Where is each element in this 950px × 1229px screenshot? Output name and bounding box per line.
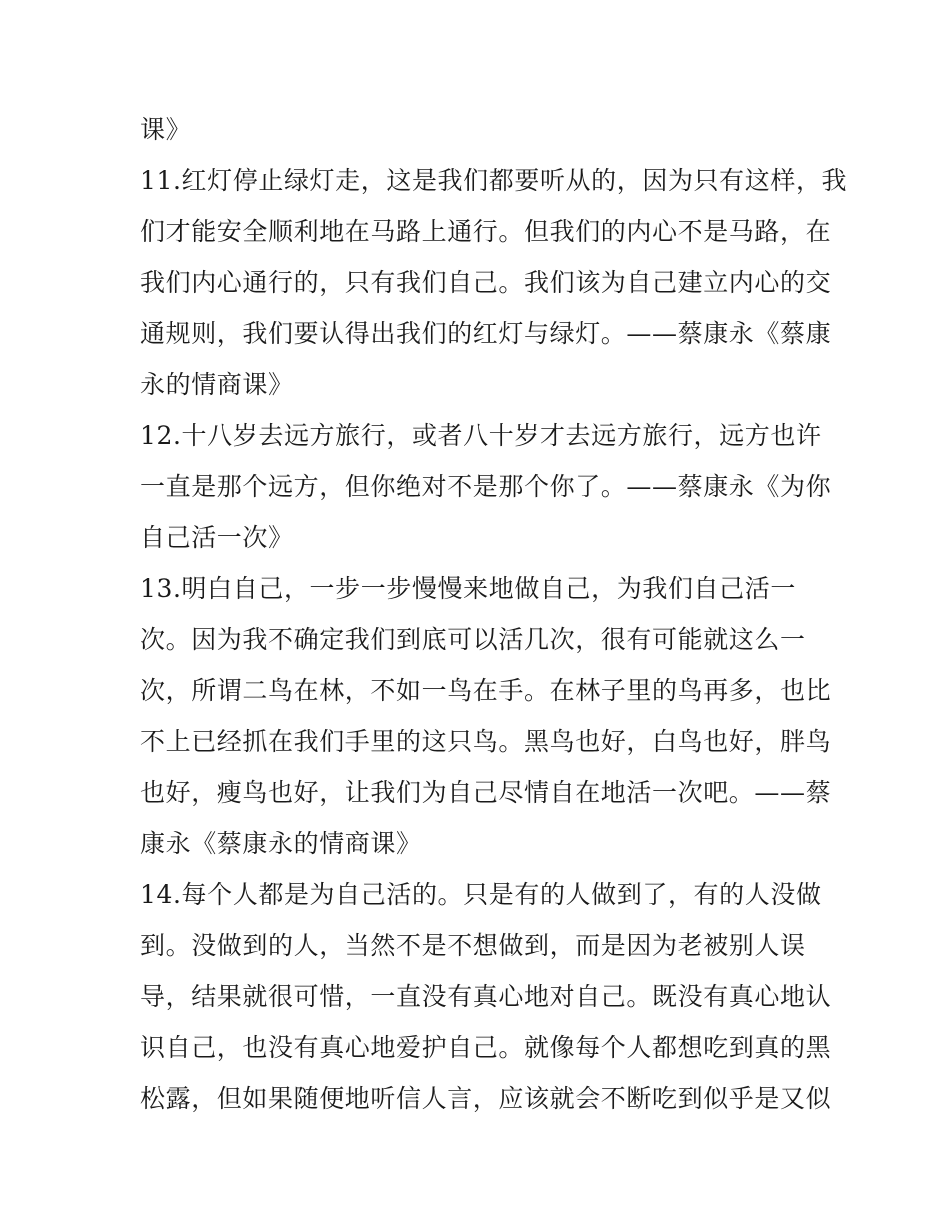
text-line: 自己活一次》 [140, 523, 294, 552]
text-line: 次，所谓二鸟在林，不如一鸟在手。在林子里的鸟再多，也比 [140, 676, 832, 705]
text-line: 也好，瘦鸟也好，让我们为自己尽情自在地活一次吧。——蔡 [140, 778, 832, 807]
text-line: 们才能安全顺利地在马路上通行。但我们的内心不是马路，在 [140, 217, 832, 246]
text-line: 不上已经抓在我们手里的这只鸟。黑鸟也好，白鸟也好，胖鸟 [140, 727, 832, 756]
text-line: 永的情商课》 [140, 370, 294, 399]
text-line: 课》 [140, 115, 192, 144]
text-line: 我们内心通行的，只有我们自己。我们该为自己建立内心的交 [140, 268, 832, 297]
text-line: 次。因为我不确定我们到底可以活几次，很有可能就这么一 [140, 625, 806, 654]
text-line: 到。没做到的人，当然不是不想做到，而是因为老被别人误 [140, 931, 806, 960]
text-line: 13.明白自己，一步一步慢慢来地做自己，为我们自己活一 [140, 574, 796, 603]
text-line: 一直是那个远方，但你绝对不是那个你了。——蔡康永《为你 [140, 472, 832, 501]
text-line: 14.每个人都是为自己活的。只是有的人做到了，有的人没做 [140, 880, 822, 909]
text-line: 识自己，也没有真心地爱护自己。就像每个人都想吃到真的黑 [140, 1033, 832, 1062]
text-line: 通规则，我们要认得出我们的红灯与绿灯。——蔡康永《蔡康 [140, 319, 832, 348]
text-line: 康永《蔡康永的情商课》 [140, 829, 422, 858]
text-line: 11.红灯停止绿灯走，这是我们都要听从的，因为只有这样，我 [140, 166, 848, 195]
text-line: 松露，但如果随便地听信人言，应该就会不断吃到似乎是又似 [140, 1084, 832, 1113]
text-line: 12.十八岁去远方旅行，或者八十岁才去远方旅行，远方也许 [140, 421, 822, 450]
body-text [140, 104, 848, 1124]
text-line: 导，结果就很可惜，一直没有真心地对自己。既没有真心地认 [140, 982, 832, 1011]
